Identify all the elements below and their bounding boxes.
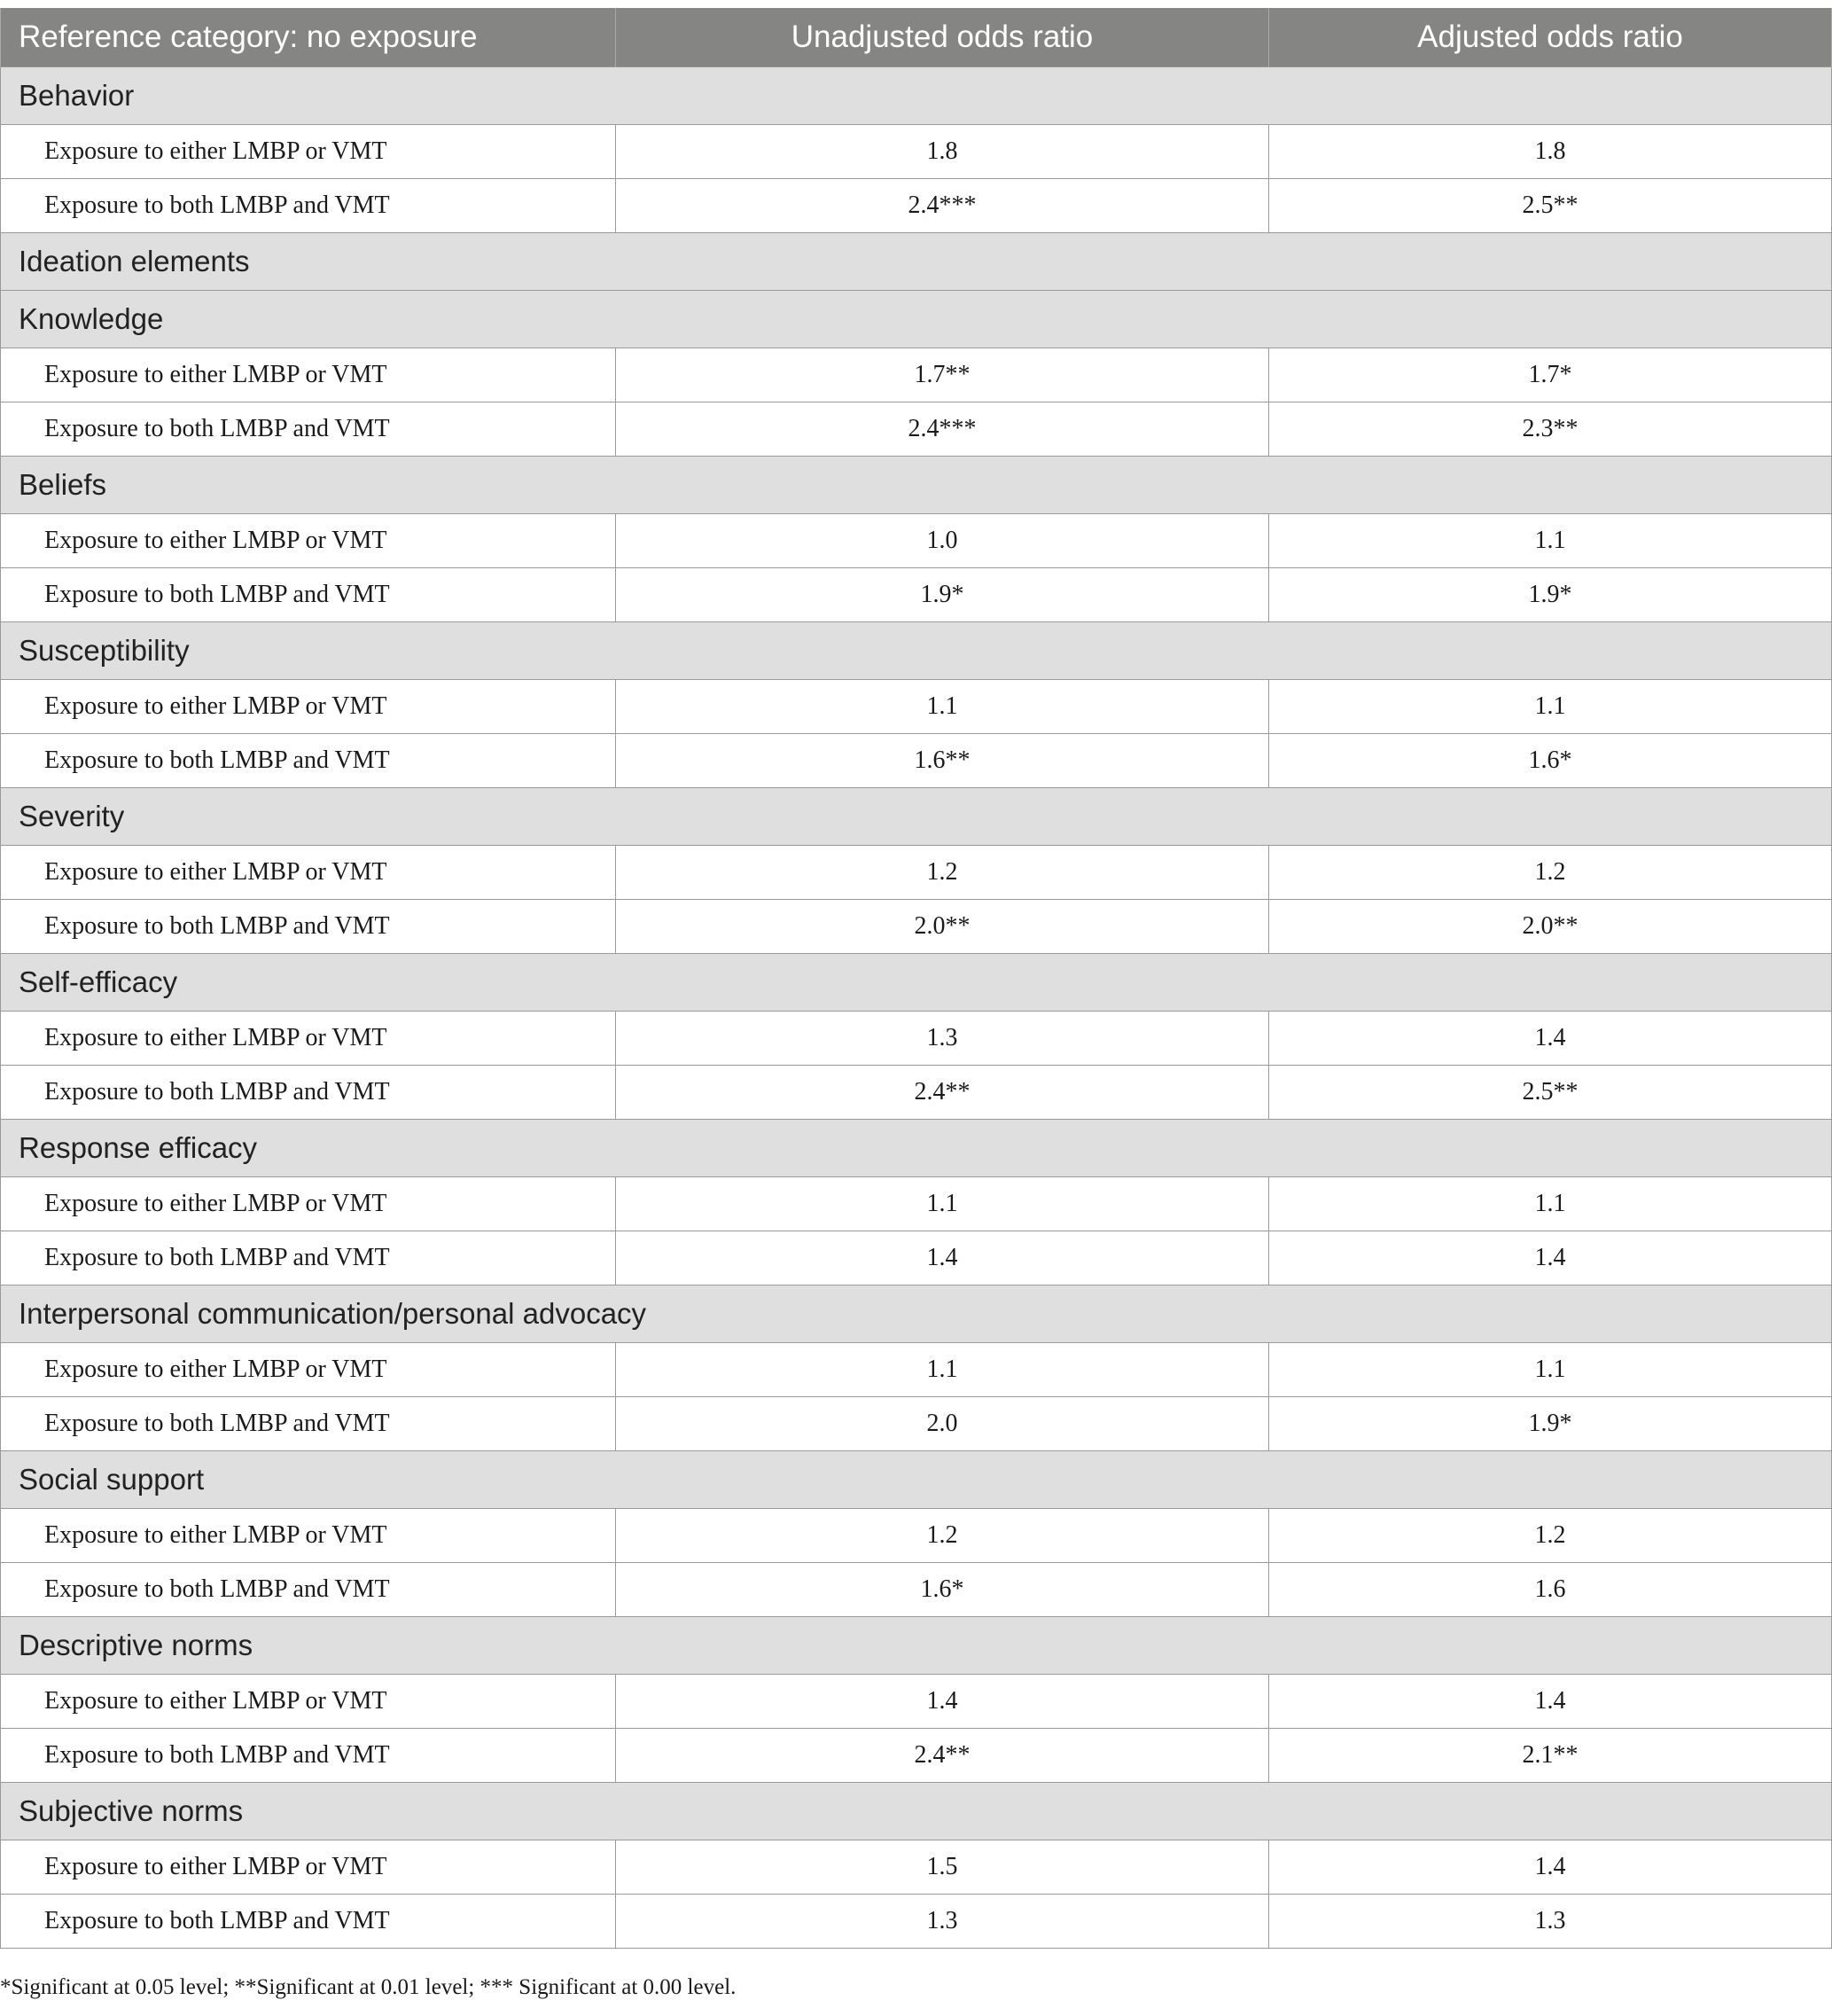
adjusted-odds-ratio-cell: 1.8 <box>1269 125 1832 179</box>
unadjusted-odds-ratio-cell: 2.4*** <box>616 179 1269 233</box>
row-label: Exposure to either LMBP or VMT <box>1 1840 616 1895</box>
adjusted-odds-ratio-cell: 1.1 <box>1269 680 1832 734</box>
section-header-row <box>1 622 1832 680</box>
table-row <box>1 846 1832 900</box>
row-label: Exposure to either LMBP or VMT <box>1 1509 616 1563</box>
table-row <box>1 1343 1832 1397</box>
row-label: Exposure to either LMBP or VMT <box>1 1675 616 1729</box>
row-label: Exposure to both LMBP and VMT <box>1 1066 616 1120</box>
unadjusted-odds-ratio-cell: 1.6** <box>616 734 1269 788</box>
section-header-row <box>1 67 1832 125</box>
adjusted-odds-ratio-cell: 1.3 <box>1269 1895 1832 1949</box>
row-label: Exposure to either LMBP or VMT <box>1 1343 616 1397</box>
adjusted-odds-ratio-cell: 2.1** <box>1269 1729 1832 1783</box>
table-container <box>0 8 1832 1949</box>
table-row <box>1 568 1832 622</box>
section-title: Interpersonal communication/personal advocacy <box>1 1285 1832 1343</box>
row-label: Exposure to either LMBP or VMT <box>1 1012 616 1066</box>
unadjusted-odds-ratio-cell: 1.9* <box>616 568 1269 622</box>
adjusted-odds-ratio-cell: 1.1 <box>1269 514 1832 568</box>
unadjusted-odds-ratio-cell: 1.0 <box>616 514 1269 568</box>
table-row <box>1 1563 1832 1617</box>
row-label: Exposure to either LMBP or VMT <box>1 1177 616 1231</box>
adjusted-odds-ratio-cell: 1.9* <box>1269 1397 1832 1451</box>
odds-ratio-table <box>0 8 1832 1949</box>
section-title: Severity <box>1 788 1832 846</box>
table-row <box>1 1675 1832 1729</box>
section-header-row <box>1 1285 1832 1343</box>
row-label: Exposure to either LMBP or VMT <box>1 125 616 179</box>
table-row <box>1 734 1832 788</box>
table-row <box>1 1729 1832 1783</box>
table-row <box>1 1895 1832 1949</box>
section-header-row <box>1 788 1832 846</box>
unadjusted-odds-ratio-cell: 2.4** <box>616 1729 1269 1783</box>
adjusted-odds-ratio-cell: 1.6* <box>1269 734 1832 788</box>
section-title: Knowledge <box>1 291 1832 348</box>
adjusted-odds-ratio-cell: 1.1 <box>1269 1343 1832 1397</box>
table-row <box>1 1012 1832 1066</box>
adjusted-odds-ratio-cell: 1.4 <box>1269 1231 1832 1285</box>
adjusted-odds-ratio-cell: 1.4 <box>1269 1012 1832 1066</box>
table-row <box>1 900 1832 954</box>
section-title: Subjective norms <box>1 1783 1832 1840</box>
row-label: Exposure to both LMBP and VMT <box>1 179 616 233</box>
adjusted-odds-ratio-cell: 2.5** <box>1269 1066 1832 1120</box>
row-label: Exposure to both LMBP and VMT <box>1 1729 616 1783</box>
unadjusted-odds-ratio-cell: 1.8 <box>616 125 1269 179</box>
table-row <box>1 680 1832 734</box>
section-header-row <box>1 291 1832 348</box>
adjusted-odds-ratio-cell: 1.7* <box>1269 348 1832 402</box>
table-row <box>1 179 1832 233</box>
table-row <box>1 1840 1832 1895</box>
section-header-row <box>1 1451 1832 1509</box>
adjusted-odds-ratio-cell: 1.4 <box>1269 1840 1832 1895</box>
section-header-row <box>1 954 1832 1012</box>
unadjusted-odds-ratio-cell: 1.3 <box>616 1895 1269 1949</box>
section-title: Ideation elements <box>1 233 1832 291</box>
unadjusted-odds-ratio-cell: 1.1 <box>616 1177 1269 1231</box>
unadjusted-odds-ratio-cell: 2.4** <box>616 1066 1269 1120</box>
row-label: Exposure to both LMBP and VMT <box>1 402 616 457</box>
table-row <box>1 402 1832 457</box>
row-label: Exposure to either LMBP or VMT <box>1 348 616 402</box>
section-title: Behavior <box>1 67 1832 125</box>
section-title: Beliefs <box>1 457 1832 514</box>
adjusted-odds-ratio-cell: 1.4 <box>1269 1675 1832 1729</box>
unadjusted-odds-ratio-cell: 2.4*** <box>616 402 1269 457</box>
row-label: Exposure to both LMBP and VMT <box>1 1895 616 1949</box>
unadjusted-odds-ratio-cell: 1.5 <box>616 1840 1269 1895</box>
adjusted-odds-ratio-cell: 1.2 <box>1269 846 1832 900</box>
table-header <box>1 8 1832 67</box>
row-label: Exposure to both LMBP and VMT <box>1 1563 616 1617</box>
section-title: Susceptibility <box>1 622 1832 680</box>
adjusted-odds-ratio-cell: 2.0** <box>1269 900 1832 954</box>
section-title: Descriptive norms <box>1 1617 1832 1675</box>
section-header-row <box>1 1120 1832 1177</box>
table-row <box>1 1509 1832 1563</box>
adjusted-odds-ratio-cell: 1.1 <box>1269 1177 1832 1231</box>
section-header-row <box>1 457 1832 514</box>
section-title: Self-efficacy <box>1 954 1832 1012</box>
table-row <box>1 1231 1832 1285</box>
unadjusted-odds-ratio-cell: 1.2 <box>616 846 1269 900</box>
unadjusted-odds-ratio-cell: 1.4 <box>616 1675 1269 1729</box>
table-row <box>1 1177 1832 1231</box>
unadjusted-odds-ratio-cell: 2.0 <box>616 1397 1269 1451</box>
unadjusted-odds-ratio-cell: 2.0** <box>616 900 1269 954</box>
header-reference-category: Reference category: no exposure <box>1 8 616 67</box>
unadjusted-odds-ratio-cell: 1.1 <box>616 1343 1269 1397</box>
section-title: Social support <box>1 1451 1832 1509</box>
unadjusted-odds-ratio-cell: 1.6* <box>616 1563 1269 1617</box>
table-row <box>1 1397 1832 1451</box>
section-title: Response efficacy <box>1 1120 1832 1177</box>
adjusted-odds-ratio-cell: 1.2 <box>1269 1509 1832 1563</box>
adjusted-odds-ratio-cell: 1.6 <box>1269 1563 1832 1617</box>
unadjusted-odds-ratio-cell: 1.4 <box>616 1231 1269 1285</box>
adjusted-odds-ratio-cell: 2.3** <box>1269 402 1832 457</box>
unadjusted-odds-ratio-cell: 1.3 <box>616 1012 1269 1066</box>
adjusted-odds-ratio-cell: 2.5** <box>1269 179 1832 233</box>
section-header-row <box>1 1617 1832 1675</box>
table-row <box>1 1066 1832 1120</box>
row-label: Exposure to both LMBP and VMT <box>1 1231 616 1285</box>
row-label: Exposure to both LMBP and VMT <box>1 1397 616 1451</box>
section-header-row <box>1 233 1832 291</box>
adjusted-odds-ratio-cell: 1.9* <box>1269 568 1832 622</box>
table-row <box>1 125 1832 179</box>
unadjusted-odds-ratio-cell: 1.2 <box>616 1509 1269 1563</box>
table-body <box>1 67 1832 1949</box>
table-footnote: *Significant at 0.05 level; **Significant at 0.01 level; *** Significant at 0.00 level. <box>0 1975 737 1999</box>
row-label: Exposure to both LMBP and VMT <box>1 568 616 622</box>
section-header-row <box>1 1783 1832 1840</box>
row-label: Exposure to both LMBP and VMT <box>1 734 616 788</box>
header-row <box>1 8 1832 67</box>
unadjusted-odds-ratio-cell: 1.7** <box>616 348 1269 402</box>
table-row <box>1 348 1832 402</box>
row-label: Exposure to either LMBP or VMT <box>1 846 616 900</box>
row-label: Exposure to either LMBP or VMT <box>1 680 616 734</box>
header-adjusted-odds-ratio: Adjusted odds ratio <box>1269 8 1832 67</box>
unadjusted-odds-ratio-cell: 1.1 <box>616 680 1269 734</box>
table-row <box>1 514 1832 568</box>
row-label: Exposure to both LMBP and VMT <box>1 900 616 954</box>
row-label: Exposure to either LMBP or VMT <box>1 514 616 568</box>
header-unadjusted-odds-ratio: Unadjusted odds ratio <box>616 8 1269 67</box>
